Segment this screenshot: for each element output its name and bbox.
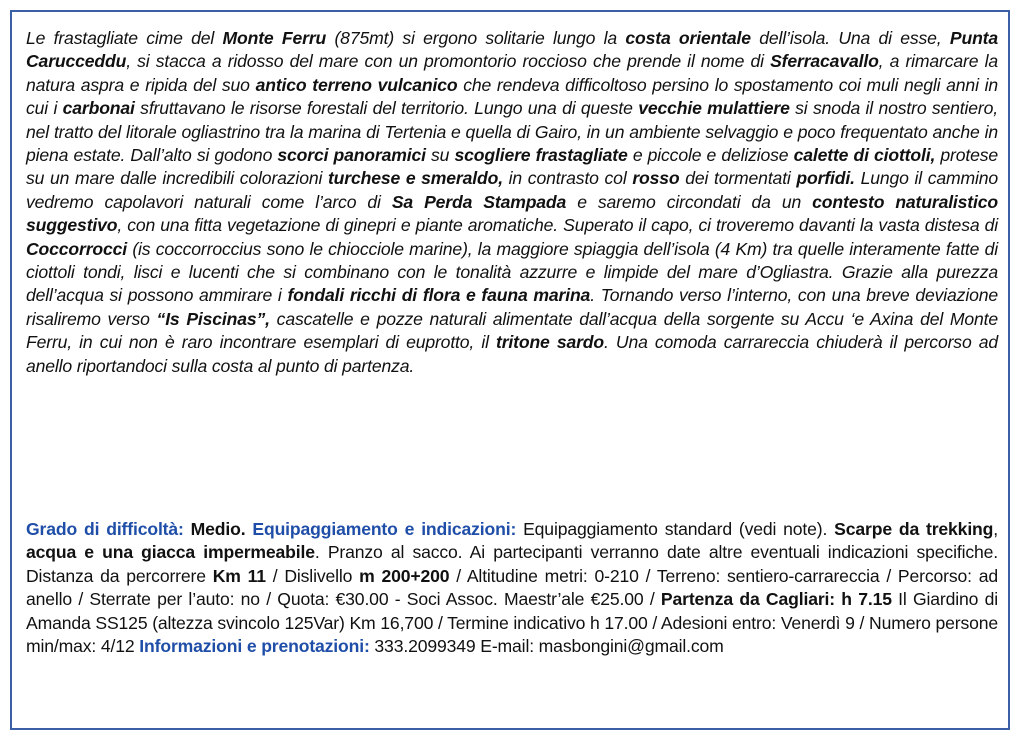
highlighted-text: “Is Piscinas”, <box>156 308 270 329</box>
text-run: . Pranzo al sacco. Ai partecipanti verranno date altre eventuali indicazioni specifiche. Distanza da percorrere <box>26 542 998 586</box>
text-run: si snoda il nostro sentiero, nel tratto del litorale ogliastrino tra la marina di Tertenia e quella di Gairo, in un ambiente selvaggio e poco frequentato anche in piena estate. Dall’alto si godono <box>26 98 999 166</box>
text-run: 333.2099349 E-mail: masbongini@gmail.com <box>369 636 724 657</box>
text-run: cascatelle e pozze naturali alimentate dall’acqua della sorgente su Accu ‘e Axina del Monte Ferru, in cui non è raro incontrare esemplari di euprotto, il <box>26 308 999 353</box>
highlighted-text: Partenza da Cagliari: h 7.15 <box>660 589 892 610</box>
highlighted-text: costa orientale <box>625 28 751 48</box>
text-run: / Dislivello <box>265 565 360 586</box>
highlighted-text: Equipaggiamento e indicazioni: <box>252 519 517 539</box>
highlighted-text: contesto naturalistico suggestivo <box>26 191 998 236</box>
text-run: e piccole e deliziose <box>627 145 794 166</box>
text-run: . Una comoda carrareccia chiuderà il percorso ad anello riportandoci sulla costa al punto di partenza. <box>26 332 998 376</box>
highlighted-text: turchese e smeraldo, <box>327 168 503 189</box>
highlighted-text: Sferracavallo <box>770 51 879 72</box>
trip-details <box>26 518 998 658</box>
text-run: / Altitudine metri: 0-210 / Terreno: sentiero-carrareccia / Percorso: ad anello / Sterrate per l’auto: no / Quota: €30.00 - Soci Assoc. Maestr’ale €25.00 / <box>26 565 998 610</box>
highlighted-text: Km 11 <box>212 565 266 586</box>
highlighted-text: Coccorrocci <box>26 238 128 259</box>
text-run: Lungo il cammino vedremo capolavori naturali come l’arco di <box>26 168 999 212</box>
highlighted-text: Punta Carucceddu <box>26 28 999 72</box>
text-run: su <box>425 145 455 166</box>
text-run: (is coccorroccius sono le chiocciole marine), la maggiore spiaggia dell’isola (4 Km) tra quelle interamente fatte di ciottoli tondi, lisci e lucenti che si combinano con le tonalità azzurre e limpide del mare d’Ogliastra. Grazie alla purezza dell’acqua si possono ammirare i <box>26 238 998 306</box>
highlighted-text: Sa Perda Stampada <box>391 191 567 212</box>
highlighted-text: carbonai <box>62 98 135 119</box>
text-run: (875mt) si ergono solitarie lungo la <box>326 28 626 48</box>
text-run: . Tornando verso l’interno, con una breve deviazione risaliremo verso <box>26 285 998 329</box>
highlighted-text: Scarpe da trekking <box>834 519 994 539</box>
highlighted-text: scogliere frastagliate <box>454 145 628 166</box>
text-run: , con una fitta vegetazione di ginepri e piante aromatiche. Superato il capo, ci troveremo davanti la vasta distesa di <box>117 215 998 236</box>
highlighted-text: fondali ricchi di flora e fauna marina <box>287 285 591 306</box>
text-run: in contrasto col <box>502 168 633 189</box>
text-run: sfruttavano le risorse forestali del territorio. Lungo una di queste <box>134 98 639 119</box>
highlighted-text: rosso <box>632 168 680 189</box>
text-run: , <box>993 519 999 539</box>
highlighted-text: Monte Ferru <box>222 28 327 48</box>
text-run: Il Giardino di Amanda SS125 (altezza svincolo 125Var) Km 16,700 / Termine indicativo h 17.00 / Adesioni entro: Venerdì 9 / Numero persone min/max: 4/12 <box>26 589 999 657</box>
highlighted-text: tritone sardo <box>496 332 604 353</box>
text-run: , si stacca a ridosso del mare con un promontorio roccioso che prende il nome di <box>126 51 771 72</box>
highlighted-text: calette di ciottoli, <box>793 145 936 166</box>
text-run: , a rimarcare la natura aspra e ripida del suo <box>26 51 998 95</box>
trail-description <box>26 27 998 378</box>
highlighted-text: Medio. <box>190 519 246 539</box>
text-run: Le frastagliate cime del <box>26 28 223 48</box>
highlighted-text: m 200+200 <box>359 565 450 586</box>
content-box <box>10 10 1010 730</box>
text-run: protese su un mare dalle incredibili colorazioni <box>26 145 999 189</box>
highlighted-text: antico terreno vulcanico <box>255 74 458 95</box>
highlighted-text: porfidi. <box>796 168 855 189</box>
highlighted-text: Informazioni e prenotazioni: <box>139 636 370 657</box>
text-run: e saremo circondati da un <box>566 191 813 212</box>
highlighted-text: scorci panoramici <box>277 145 426 166</box>
highlighted-text: Grado di difficoltà: <box>26 519 191 539</box>
highlighted-text: vecchie mulattiere <box>638 98 790 119</box>
text-run: Equipaggiamento standard (vedi note). <box>516 519 835 539</box>
text-run: dei tormentati <box>679 168 797 189</box>
text-run: dell’isola. Una di esse, <box>750 28 950 48</box>
text-run: che rendeva difficoltoso persino lo spostamento coi muli negli anni in cui i <box>26 74 998 119</box>
highlighted-text: acqua e una giacca impermeabile <box>26 542 315 563</box>
